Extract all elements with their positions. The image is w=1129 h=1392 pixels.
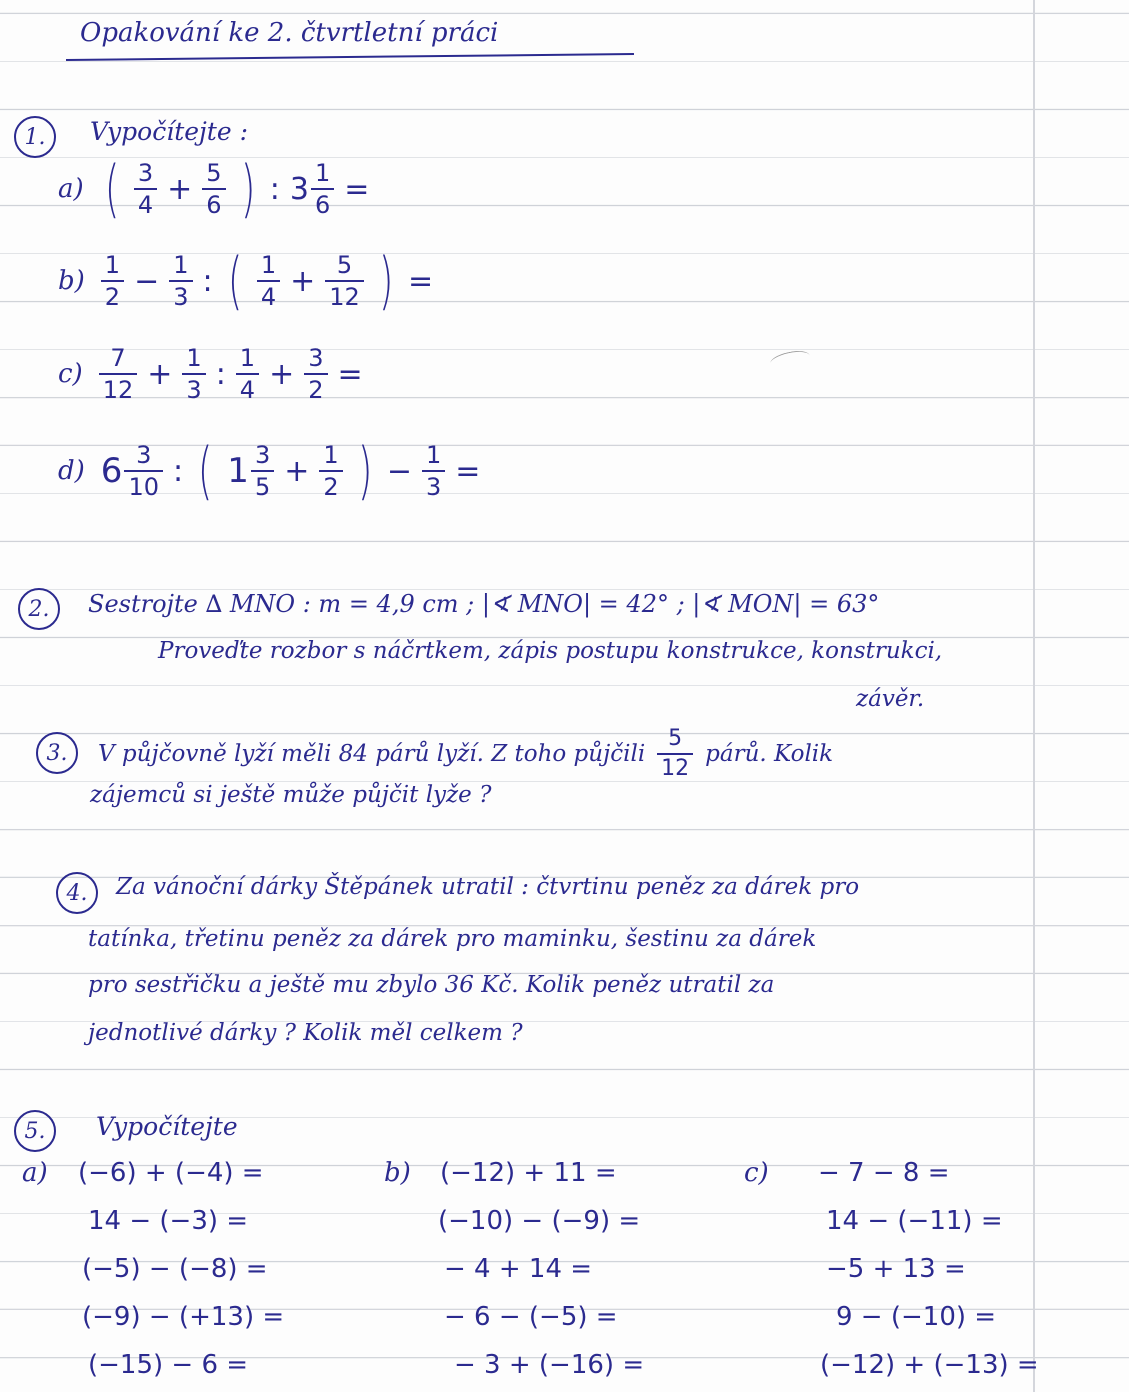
task-1b-label: b)	[58, 266, 85, 296]
right-paren: )	[240, 152, 255, 225]
plus-sign: +	[290, 263, 316, 299]
fraction: $\frac{1}{2}$	[101, 253, 124, 309]
task-2-number: 2.	[18, 588, 60, 630]
mixed-number: 6 $\frac{3}{10}$	[101, 443, 163, 499]
task-2-line-1: Sestrojte ∆ MNO : m = 4,9 cm ; |∢ MNO| = 42° ; |∢ MON| = 63°	[88, 590, 880, 618]
task-5b-row: − 4 + 14 =	[444, 1254, 593, 1284]
title-underline	[66, 53, 634, 61]
task-4-number: 4.	[56, 872, 98, 914]
equals-sign: =	[407, 263, 434, 299]
task-3-number: 3.	[36, 732, 78, 774]
fraction: $\frac{1}{4}$	[257, 253, 280, 309]
task-2-line-3: závěr.	[856, 686, 925, 712]
fraction: $\frac{1}{2}$	[319, 443, 342, 499]
task-5a-row: 14 − (−3) =	[88, 1206, 249, 1236]
task-5-heading: Vypočítejte	[96, 1112, 238, 1141]
task-1c-label: c)	[58, 359, 83, 389]
task-3-fraction: $\frac{5}{12}$	[657, 728, 693, 780]
margin-line	[1033, 0, 1035, 1392]
task-4-line-4: jednotlivé dárky ? Kolik měl celkem ?	[88, 1020, 523, 1046]
task-5a-row: (−6) + (−4) =	[78, 1158, 264, 1188]
task-3-text-b: párů. Kolik	[705, 741, 834, 767]
division-sign: :	[202, 263, 213, 299]
plus-sign: +	[167, 171, 193, 207]
mixed-number: 1 $\frac{3}{5}$	[227, 443, 274, 499]
task-5c-label: c)	[744, 1158, 769, 1188]
fraction: $\frac{5}{12}$	[325, 253, 364, 309]
plus-sign: +	[147, 356, 173, 392]
fraction: $\frac{1}{3}$	[182, 346, 205, 402]
task-3-text-a: V půjčovně lyží měli 84 párů lyží. Z toho půjčili	[98, 741, 646, 767]
task-5a-row: (−9) − (+13) =	[82, 1302, 285, 1332]
division-sign: :	[269, 171, 280, 207]
task-3-line-2: zájemců si ještě může půjčit lyže ?	[90, 782, 492, 808]
fraction: $\frac{3}{2}$	[304, 346, 327, 402]
division-sign: :	[172, 453, 184, 489]
pencil-mark	[769, 348, 811, 371]
minus-sign: −	[386, 453, 412, 489]
page-title: Opakování ke 2. čtvrtletní práci	[80, 18, 499, 48]
plus-sign: +	[269, 356, 295, 392]
equals-sign: =	[455, 453, 481, 489]
task-5b-row: − 6 − (−5) =	[444, 1302, 618, 1332]
task-5a-row: (−5) − (−8) =	[82, 1254, 268, 1284]
task-5b-row: (−10) − (−9) =	[438, 1206, 641, 1236]
right-paren: )	[378, 244, 394, 317]
task-1a-label: a)	[58, 174, 84, 204]
task-5c-row: −5 + 13 =	[826, 1254, 966, 1284]
task-1-heading: Vypočítejte :	[90, 117, 249, 146]
division-sign: :	[215, 356, 226, 392]
plus-sign: +	[284, 453, 310, 489]
fraction: $\frac{1}{4}$	[236, 346, 259, 402]
task-1a-expression	[58, 152, 370, 225]
minus-sign: −	[134, 263, 160, 299]
task-4-line-3: pro sestřičku a ještě mu zbylo 36 Kč. Kolik peněz utratil za	[88, 972, 775, 998]
task-5b-label: b)	[384, 1158, 411, 1188]
fraction: $\frac{3}{4}$	[134, 161, 157, 217]
task-1c-expression	[58, 346, 363, 402]
task-5c-row: (−12) + (−13) =	[820, 1350, 1039, 1380]
left-paren: (	[227, 244, 242, 317]
fraction: $\frac{1}{3}$	[422, 443, 445, 499]
task-5a-label: a)	[22, 1158, 48, 1188]
fraction: $\frac{5}{6}$	[202, 161, 225, 217]
task-4-line-2: tatínka, třetinu peněz za dárek pro maminku, šestinu za dárek	[88, 926, 817, 952]
task-3-line-1	[98, 728, 833, 780]
task-5b-row: (−12) + 11 =	[440, 1158, 617, 1188]
task-5c-row: − 7 − 8 =	[818, 1158, 950, 1188]
task-1d-label: d)	[58, 456, 85, 486]
equals-sign: =	[337, 356, 363, 392]
right-paren: )	[357, 434, 373, 507]
fraction: $\frac{7}{12}$	[99, 346, 138, 402]
left-paren: (	[197, 434, 213, 507]
task-5c-row: 14 − (−11) =	[826, 1206, 1003, 1236]
task-1d-expression	[58, 434, 481, 507]
fraction: $\frac{1}{3}$	[169, 253, 192, 309]
task-1-number: 1.	[14, 116, 56, 158]
task-1b-expression	[58, 244, 434, 317]
task-5-number: 5.	[14, 1110, 56, 1152]
task-2-line-2: Proveďte rozbor s náčrtkem, zápis postupu konstrukce, konstrukci,	[158, 638, 943, 664]
task-4-line-1: Za vánoční dárky Štěpánek utratil : čtvrtinu peněz za dárek pro	[116, 874, 860, 900]
task-5a-row: (−15) − 6 =	[88, 1350, 249, 1380]
mixed-number: 3 $\frac{1}{6}$	[290, 161, 334, 217]
task-5c-row: 9 − (−10) =	[836, 1302, 997, 1332]
task-5b-row: − 3 + (−16) =	[454, 1350, 645, 1380]
equals-sign: =	[344, 171, 370, 207]
left-paren: (	[104, 152, 120, 225]
